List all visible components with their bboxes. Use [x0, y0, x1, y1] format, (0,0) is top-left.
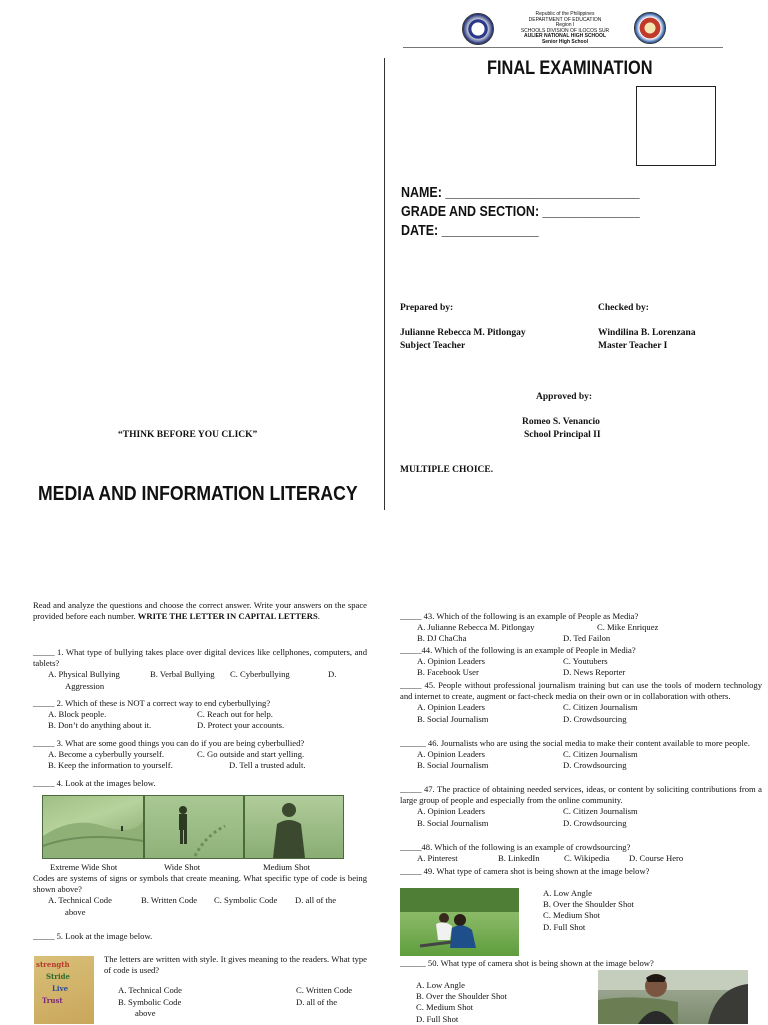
choices-row — [33, 681, 367, 692]
choice-a: A. Technical Code — [118, 985, 182, 996]
question-48 — [400, 842, 762, 864]
choice-a: A. Low Angle — [543, 888, 592, 898]
choice-b: B. LinkedIn — [498, 853, 540, 864]
choice-b: B. Social Journalism — [417, 760, 489, 771]
choices-row — [33, 907, 367, 918]
question-1 — [33, 647, 367, 692]
prepared-by-role: Subject Teacher — [400, 341, 466, 351]
choice-a: A. Julianne Rebecca M. Pitlongay — [417, 622, 535, 633]
choice-c: C. Medium Shot — [416, 1002, 474, 1013]
choice-d: D. Full Shot — [416, 1013, 459, 1024]
choice-b: B. Verbal Bullying — [150, 669, 215, 680]
image-text: Stride — [46, 972, 70, 981]
instructions-text: Read and analyze the questions and choose the correct answer. Write your answers on the space provided before each number. — [33, 600, 367, 622]
choice-d: D. all of the — [295, 895, 337, 906]
choices-row — [400, 702, 762, 713]
choice-b: B. Social Journalism — [417, 817, 489, 828]
prepared-by-name: Julianne Rebecca M. Pitlongay — [400, 328, 526, 338]
choice-c: C. Citizen Journalism — [563, 749, 638, 760]
instructions-period: . — [317, 611, 320, 622]
choice-d-text: Aggression — [65, 680, 105, 691]
choice-c: C. Reach out for help. — [197, 709, 273, 720]
header-line: Republic of the Philippines — [535, 11, 595, 17]
choice-d: D. all of the — [296, 996, 338, 1007]
question-text: _____ 47. The practice of obtaining needed services, ideas, or content by soliciting contributions from a large group of people and especially from the online community. — [400, 784, 762, 806]
question-text: _____48. Which of the following is an example of crowdsourcing? — [400, 842, 631, 852]
image-text: Live — [52, 984, 69, 993]
question-text: _____44. Which of the following is an example of People in Media? — [400, 645, 636, 655]
prepared-by-label: Prepared by: — [400, 303, 454, 313]
header-rule — [403, 47, 723, 48]
choice-d: D. — [328, 669, 337, 680]
image-caption-extreme-wide: Extreme Wide Shot — [50, 862, 118, 872]
header-line: Region I — [555, 22, 575, 29]
question-43 — [400, 611, 762, 645]
choice-b-text: above — [135, 1007, 156, 1018]
page-divider — [384, 58, 385, 510]
choices-row — [104, 997, 367, 1008]
choice-d: D. Course Hero — [629, 853, 684, 864]
checked-by-label: Checked by: — [598, 303, 649, 313]
choice-a: A. Opinion Leaders — [417, 702, 486, 713]
choices-row — [400, 622, 762, 633]
choices-row — [104, 1008, 367, 1019]
question-text: ______ 46. Journalists who are using the social media to make their content available to more people. — [400, 738, 750, 748]
choice-c: C. Wikipedia — [564, 853, 610, 864]
question-text: _____ 1. What type of bullying takes place over digital devices like cellphones, computers, and tablets? — [33, 647, 367, 669]
choice-d: D. Crowdsourcing — [563, 817, 627, 828]
name-field: NAME: ____________________________ — [401, 185, 640, 201]
choice-a: A. Physical Bullying — [48, 669, 120, 680]
question-4 — [33, 873, 367, 918]
choice-a: A. Opinion Leaders — [417, 656, 486, 667]
question-45 — [400, 680, 762, 725]
choice-b: B. Don’t do anything about it. — [48, 720, 152, 731]
choice-b: B. Over the Shoulder Shot — [416, 991, 507, 1002]
choice-a: A. Technical Code — [48, 895, 112, 906]
question-5 — [104, 954, 367, 1019]
question-49-prompt: _____ 49. What type of camera shot is being shown at the image below? — [400, 866, 650, 876]
question-3 — [33, 738, 367, 772]
question-46 — [400, 738, 762, 772]
choice-c: C. Cyberbullying — [230, 669, 290, 680]
header-line: Senior High School — [541, 38, 589, 45]
approved-by-name: Romeo S. Venancio — [522, 417, 600, 427]
photo-box — [636, 86, 716, 166]
choices-row — [33, 709, 367, 720]
close-up-shot-image — [598, 970, 748, 1024]
choice-a: A. Block people. — [48, 709, 107, 720]
choices-row — [400, 714, 762, 725]
multiple-choice-heading: MULTIPLE CHOICE. — [400, 465, 494, 475]
school-seal-logo — [634, 12, 666, 44]
checked-by-role: Master Teacher I — [598, 341, 668, 351]
choice-a: A. Low Angle — [416, 980, 465, 990]
choice-a: A. Opinion Leaders — [417, 806, 486, 817]
image-text: strength — [36, 960, 70, 969]
choices-row — [400, 749, 762, 760]
choices-row — [400, 806, 762, 817]
deped-seal-logo — [462, 13, 494, 45]
image-caption-medium: Medium Shot — [263, 862, 311, 872]
question-text: _____ 45. People without professional journalism training but can use the tools of modern technology and internet to create, augment or fact-check media on their own or in collaboration with others. — [400, 680, 762, 702]
question-50-choices — [416, 980, 507, 1025]
choice-d-text: above — [65, 906, 86, 917]
image-text: Trust — [42, 996, 63, 1005]
choice-c: C. Citizen Journalism — [563, 806, 638, 817]
over-the-shoulder-image — [400, 888, 519, 956]
choices-row — [400, 818, 762, 829]
exam-title: FINAL EXAMINATION — [487, 58, 653, 79]
choices-row — [400, 656, 762, 667]
question-text: _____ 43. Which of the following is an example of People as Media? — [400, 611, 639, 621]
question-text: _____ 2. Which of these is NOT a correct way to end cyberbullying? — [33, 698, 271, 708]
choices-row — [33, 669, 367, 680]
motto: “THINK BEFORE YOU CLICK” — [118, 430, 258, 440]
question-47 — [400, 784, 762, 829]
choices-row — [400, 633, 762, 644]
extreme-wide-shot-image — [42, 795, 144, 859]
choices-row — [104, 985, 367, 996]
choice-b: B. Keep the information to yourself. — [48, 760, 173, 771]
question-text: The letters are written with style. It gives meaning to the readers. What type of code is used? — [104, 954, 367, 976]
question-50-prompt: ______ 50. What type of camera shot is being shown at the image below? — [400, 958, 654, 968]
date-field: DATE: ______________ — [401, 223, 539, 239]
styled-letters-image — [34, 956, 94, 1024]
choice-b: B. Symbolic Code — [118, 996, 182, 1007]
choice-d: D. Crowdsourcing — [563, 713, 627, 724]
choice-a: A. Opinion Leaders — [417, 749, 486, 760]
approved-by-label: Approved by: — [536, 392, 593, 402]
choices-row — [400, 667, 762, 678]
choice-b: B. Over the Shoulder Shot — [543, 899, 634, 910]
choices-row — [400, 760, 762, 771]
header-line: DEPARTMENT OF EDUCATION — [528, 16, 602, 23]
choice-d: D. Protect your accounts. — [197, 720, 285, 731]
choice-b: B. Facebook User — [417, 667, 479, 678]
choices-row — [400, 853, 762, 864]
header-line: SCHOOLS DIVISION OF ILOCOS SUR — [520, 27, 610, 34]
choice-d: D. Ted Failon — [563, 633, 611, 644]
choice-c: C. Symbolic Code — [214, 895, 278, 906]
instructions-emphasis: WRITE THE LETTER IN CAPITAL LETTERS — [137, 611, 318, 622]
choice-b: B. Social Journalism — [417, 713, 489, 724]
grade-section-field: GRADE AND SECTION: ______________ — [401, 204, 640, 220]
choice-a: A. Pinterest — [417, 853, 458, 864]
choice-d: D. News Reporter — [563, 667, 626, 678]
choices-row — [33, 895, 367, 906]
choice-d: D. Tell a trusted adult. — [229, 760, 306, 771]
choice-b: B. DJ ChaCha — [417, 633, 467, 644]
checked-by-name: Windilina B. Lorenzana — [598, 328, 696, 338]
subject-title: MEDIA AND INFORMATION LITERACY — [38, 482, 358, 505]
question-2 — [33, 698, 367, 732]
choices-row — [33, 749, 367, 760]
choice-a: A. Become a cyberbully yourself. — [48, 749, 164, 760]
choice-b: B. Written Code — [141, 895, 198, 906]
question-5-prompt: _____ 5. Look at the image below. — [33, 931, 153, 941]
question-49-choices — [543, 888, 634, 933]
medium-shot-image — [244, 795, 344, 859]
choice-c: C. Written Code — [296, 985, 353, 996]
choice-d: D. Crowdsourcing — [563, 760, 627, 771]
choice-c: C. Youtubers — [563, 656, 608, 667]
approved-by-role: School Principal II — [524, 430, 601, 440]
image-caption-wide: Wide Shot — [164, 862, 201, 872]
question-text: _____ 3. What are some good things you can do if you are being cyberbullied? — [33, 738, 305, 748]
choice-c: C. Mike Enriquez — [597, 622, 659, 633]
question-text: Codes are systems of signs or symbols that create meaning. What specific type of code is being shown above? — [33, 873, 367, 895]
question-4-prompt: _____ 4. Look at the images below. — [33, 778, 156, 788]
choice-d: D. Full Shot — [543, 921, 586, 932]
instructions — [33, 600, 367, 622]
question-44 — [400, 645, 762, 679]
choice-c: C. Medium Shot — [543, 910, 601, 921]
wide-shot-image — [144, 795, 244, 859]
choice-c: C. Go outside and start yelling. — [197, 749, 305, 760]
choice-c: C. Citizen Journalism — [563, 702, 638, 713]
choices-row — [33, 720, 367, 731]
school-header — [500, 12, 630, 46]
choices-row — [33, 760, 367, 771]
header-line: AULIER NATIONAL HIGH SCHOOL — [523, 33, 607, 40]
